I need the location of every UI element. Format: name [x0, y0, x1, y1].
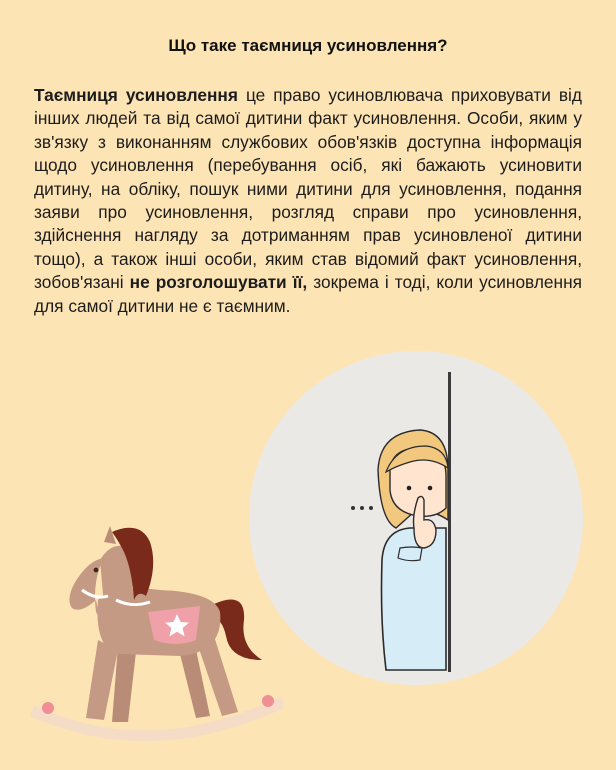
paragraph-text-1: це право усиновлювача приховувати від інших людей та від самої дитини факт усиновлення. Особи, яким у зв'язку з виконанням службових обов'язків доступна інформація щодо усиновлення (перебування осіб, які бажають усиновити дитину, на обліку, пошук ними дитини для усиновлення, подання заяви про усиновлення, розгляд справи про усиновлення, здійснення нагляду за дотриманням прав усиновленої дитини тощо), а також інші особи, яким став відомий факт усиновлення, зобов'язані: [34, 85, 582, 293]
horse-eye: [94, 568, 99, 573]
rocker-end-left: [42, 702, 54, 714]
paragraph-text-2: зокрема і тоді, коли усиновлення для самої дитини не є таємним.: [34, 272, 582, 316]
child-sleeve: [398, 547, 422, 561]
child-eye-left: [407, 486, 412, 491]
horse-tail: [212, 600, 262, 660]
shushing-child-illustration: [249, 351, 583, 685]
door-edge: [448, 372, 451, 672]
ellipsis-dot-3: [369, 506, 373, 510]
term-highlight: Таємниця усиновлення: [34, 85, 238, 105]
ellipsis-dot-1: [351, 506, 355, 510]
emphasis-highlight: не розголошувати її,: [129, 272, 308, 293]
rocking-horse-illustration: [30, 526, 284, 741]
ellipsis-dot-2: [360, 506, 364, 510]
horse-rocker: [30, 696, 284, 741]
rocker-end-right: [262, 695, 274, 707]
child-eye-right: [428, 486, 433, 491]
page-title: Що таке таємниця усиновлення?: [168, 36, 448, 55]
